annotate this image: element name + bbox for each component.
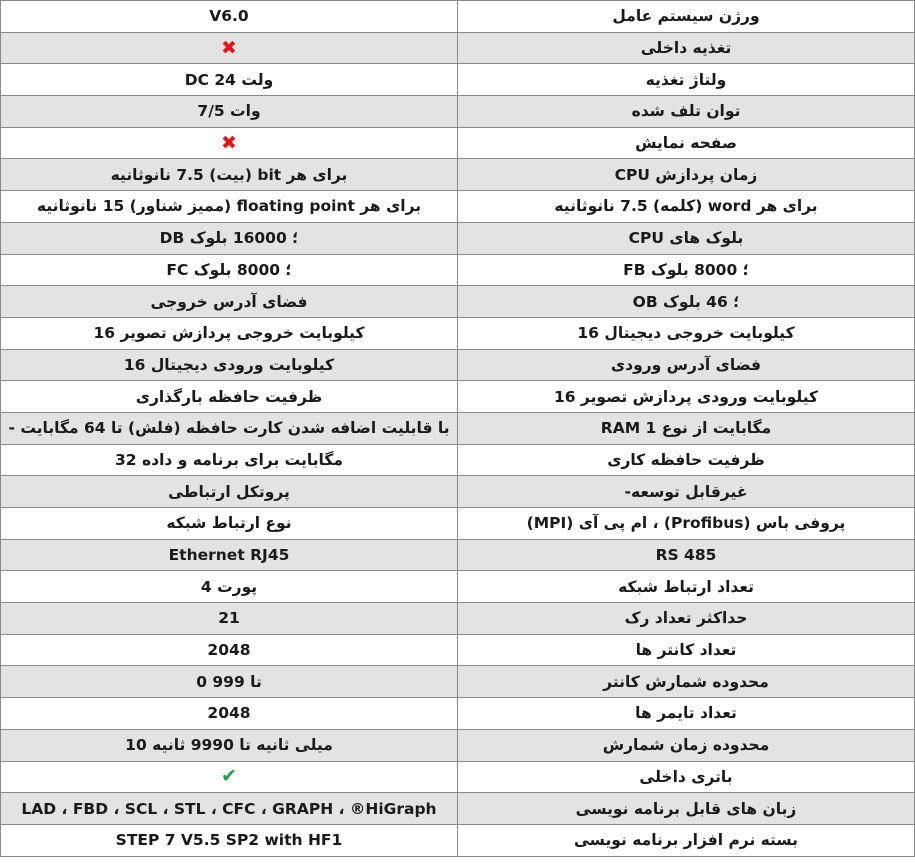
spec-value-cell	[1, 1, 458, 33]
spec-label: ؛ 8000 بلوک FB	[623, 260, 749, 279]
spec-value-cell	[1, 634, 458, 666]
spec-label-cell	[458, 412, 915, 444]
spec-label-cell	[458, 127, 915, 159]
spec-value-cell	[1, 729, 458, 761]
spec-value-cell	[1, 476, 458, 508]
table-row	[1, 381, 915, 413]
table-row	[1, 127, 915, 159]
spec-value: V6.0	[209, 7, 249, 26]
spec-label-cell	[458, 32, 915, 64]
spec-label: زبان های قابل برنامه نویسی	[575, 799, 797, 818]
table-row	[1, 824, 915, 856]
spec-table-body	[1, 1, 915, 857]
spec-value: DC ولت 24	[184, 70, 274, 89]
spec-label: RAM مگابایت از نوع 1	[600, 419, 772, 438]
table-row	[1, 698, 915, 730]
spec-label-cell	[458, 729, 915, 761]
spec-label-cell	[458, 1, 915, 33]
spec-label-cell	[458, 96, 915, 128]
spec-label-cell	[458, 286, 915, 318]
table-row	[1, 729, 915, 761]
table-row	[1, 634, 915, 666]
spec-value-cell	[1, 317, 458, 349]
spec-value-cell	[1, 698, 458, 730]
spec-label-cell	[458, 476, 915, 508]
spec-label: حداکثر تعداد رک	[624, 609, 748, 628]
spec-label-cell	[458, 698, 915, 730]
spec-label: ظرفیت حافظه کاری	[607, 450, 765, 469]
spec-value-cell	[1, 222, 458, 254]
spec-value-cell	[1, 761, 458, 793]
table-row	[1, 666, 915, 698]
spec-label-cell	[458, 381, 915, 413]
table-row	[1, 254, 915, 286]
spec-value: کیلوبایت خروجی پردازش تصویر 16	[93, 324, 365, 343]
table-row	[1, 349, 915, 381]
spec-value-cell	[1, 286, 458, 318]
spec-label-cell	[458, 634, 915, 666]
spec-value: 2048	[207, 704, 251, 723]
spec-label: باتری داخلی	[639, 767, 733, 786]
spec-value-cell	[1, 571, 458, 603]
table-row	[1, 64, 915, 96]
table-row	[1, 32, 915, 64]
table-row	[1, 222, 915, 254]
spec-value-cell	[1, 603, 458, 635]
spec-label: کیلوبایت خروجی دیجیتال 16	[577, 324, 795, 343]
table-row	[1, 317, 915, 349]
spec-value-cell	[1, 666, 458, 698]
table-row	[1, 793, 915, 825]
spec-value-cell	[1, 508, 458, 540]
spec-value: STEP 7 V5.5 SP2 with HF1	[115, 831, 343, 850]
spec-value: مگابایت برای برنامه و داده 32	[115, 450, 343, 469]
spec-label-cell	[458, 539, 915, 571]
spec-value: نوع ارتباط شبکه	[166, 514, 292, 533]
spec-label-cell	[458, 349, 915, 381]
spec-value: Ethernet RJ45	[168, 546, 290, 565]
spec-label-cell	[458, 64, 915, 96]
spec-label: ؛ 46 بلوک OB	[632, 292, 740, 311]
spec-value: فضای آدرس خروجی	[150, 292, 308, 311]
spec-label: توان تلف شده	[631, 102, 741, 121]
table-row	[1, 412, 915, 444]
spec-value: 2048	[207, 641, 251, 660]
spec-value: برای هر floating point (ممیز شناور) 15 نانوثانیه	[36, 197, 422, 216]
spec-label: تعداد کانتر ها	[635, 641, 737, 660]
spec-label-cell	[458, 508, 915, 540]
spec-value: وات 7/5	[197, 102, 261, 121]
table-row	[1, 539, 915, 571]
check-icon: ✔	[221, 765, 237, 788]
table-row	[1, 761, 915, 793]
spec-label-cell	[458, 444, 915, 476]
spec-value-cell	[1, 191, 458, 223]
spec-label: صفحه نمایش	[635, 134, 737, 153]
spec-value: پروتکل ارتباطی	[168, 482, 290, 501]
cross-icon: ✖	[221, 36, 237, 59]
spec-value-cell	[1, 412, 458, 444]
spec-value-cell	[1, 793, 458, 825]
spec-label: برای هر word (کلمه) 7.5 نانوثانیه	[554, 197, 818, 216]
cross-icon: ✖	[221, 131, 237, 154]
spec-value: ظرفیت حافظه بارگذاری	[135, 387, 323, 406]
table-row	[1, 286, 915, 318]
table-row	[1, 1, 915, 33]
table-row	[1, 96, 915, 128]
spec-label: محدوده زمان شمارش	[602, 736, 770, 755]
spec-label: تعداد ارتباط شبکه	[618, 577, 754, 596]
spec-value: 21	[218, 609, 240, 628]
spec-label-cell	[458, 254, 915, 286]
spec-value-cell	[1, 64, 458, 96]
spec-value-cell	[1, 381, 458, 413]
table-row	[1, 444, 915, 476]
spec-value-cell	[1, 96, 458, 128]
spec-value-cell	[1, 349, 458, 381]
spec-label: فضای آدرس ورودی	[610, 355, 762, 374]
spec-label: محدوده شمارش کانتر	[603, 672, 769, 691]
spec-value-cell	[1, 444, 458, 476]
table-row	[1, 159, 915, 191]
spec-value: میلی ثانیه تا 9990 ثانیه 10	[125, 736, 333, 755]
spec-label: پروفی باس (Profibus) ، ام پی آی (MPI)	[526, 514, 846, 533]
spec-label-cell	[458, 317, 915, 349]
spec-label: بسته نرم افزار برنامه نویسی	[574, 831, 798, 850]
spec-label-cell	[458, 603, 915, 635]
spec-value: LAD ، FBD ، SCL ، STL ، CFC ، GRAPH ، ®HiGraph	[21, 799, 437, 818]
table-row	[1, 191, 915, 223]
spec-label-cell	[458, 761, 915, 793]
spec-value: با قابلیت اضافه شدن کارت حافظه (فلش) تا 64 مگابایت -	[8, 419, 450, 438]
spec-label: کیلوبایت ورودی پردازش تصویر 16	[553, 387, 819, 406]
spec-value: پورت 4	[200, 577, 258, 596]
spec-label-cell	[458, 666, 915, 698]
table-row	[1, 476, 915, 508]
spec-label-cell	[458, 222, 915, 254]
spec-label: RS 485	[655, 546, 717, 565]
spec-label: بلوک های CPU	[628, 229, 744, 248]
spec-label-cell	[458, 793, 915, 825]
spec-value: ؛ 16000 بلوک DB	[159, 229, 299, 248]
table-row	[1, 508, 915, 540]
spec-label-cell	[458, 571, 915, 603]
spec-label: غیرقابل توسعه-	[624, 482, 748, 501]
spec-value: برای هر bit (بیت) 7.5 نانوثانیه	[110, 165, 348, 184]
spec-label-cell	[458, 824, 915, 856]
spec-label: ورژن سیستم عامل	[612, 7, 760, 26]
spec-value: ؛ 8000 بلوک FC	[166, 260, 292, 279]
spec-label: تغذیه داخلی	[640, 39, 732, 58]
spec-label: زمان پردازش CPU	[614, 165, 758, 184]
table-row	[1, 603, 915, 635]
spec-label-cell	[458, 191, 915, 223]
spec-value-cell	[1, 254, 458, 286]
spec-value-cell	[1, 824, 458, 856]
spec-label: تعداد تایمر ها	[635, 704, 737, 723]
spec-value-cell	[1, 32, 458, 64]
spec-label: ولتاژ تغذیه	[645, 70, 727, 89]
table-row	[1, 571, 915, 603]
spec-value-cell	[1, 159, 458, 191]
spec-value: تا 999 0	[196, 672, 262, 691]
spec-value: کیلوبایت ورودی دیجیتال 16	[123, 355, 335, 374]
spec-value-cell	[1, 539, 458, 571]
spec-label-cell	[458, 159, 915, 191]
spec-value-cell	[1, 127, 458, 159]
